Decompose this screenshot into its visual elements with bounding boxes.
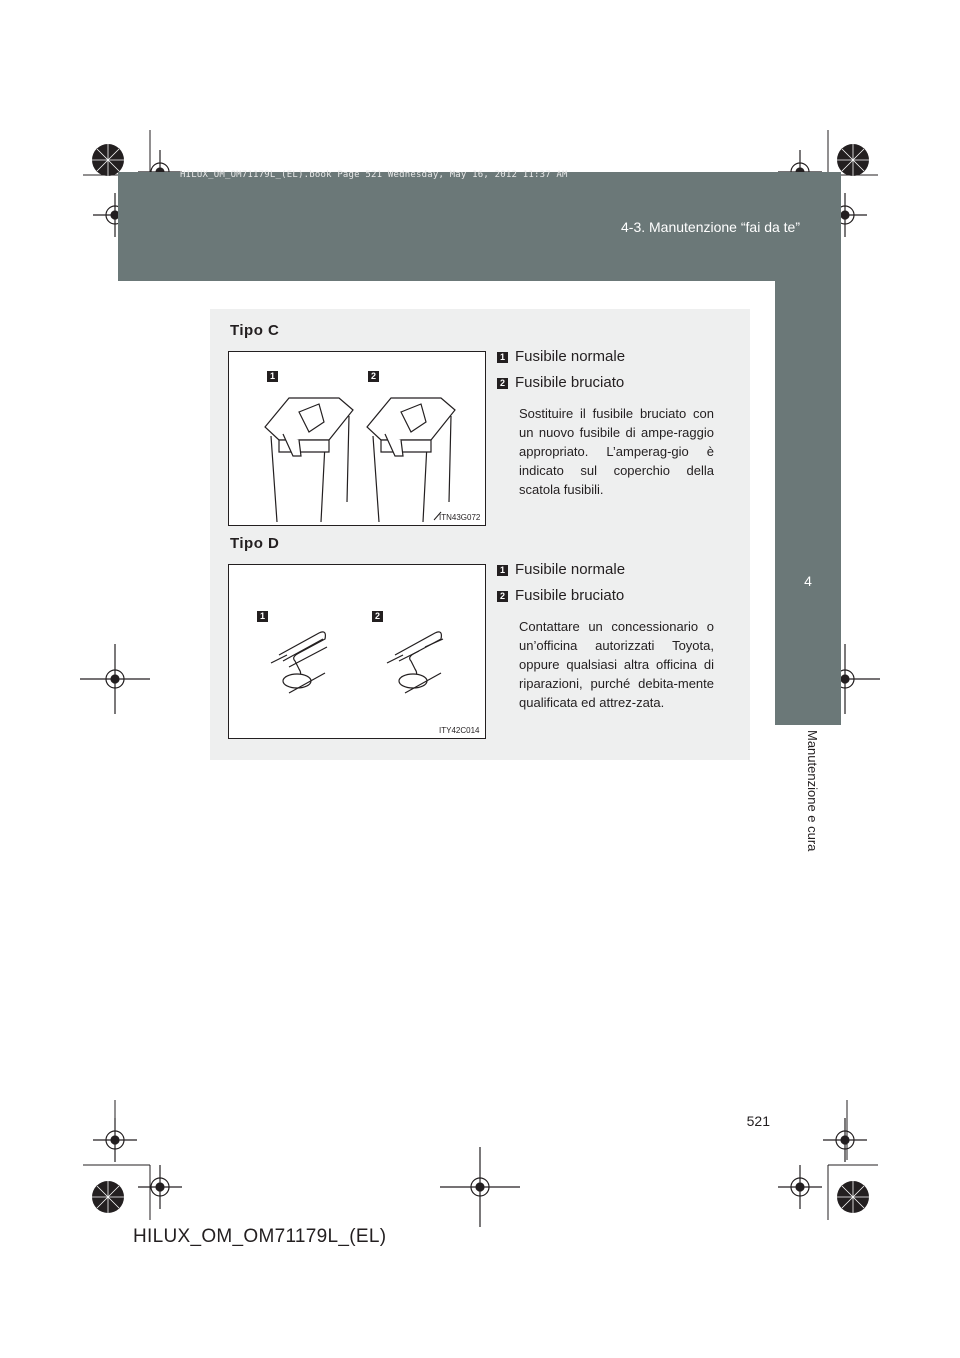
type-c-item-1 [497,347,625,367]
item-label: Fusibile normale [515,561,626,578]
type-c-title: Tipo C [230,322,280,339]
callout-1-icon: 1 [257,611,268,622]
type-c-description: Sostituire il fusibile bruciato con un nuovo fusibile di ampe-raggio appropriato. L’amperag-gio è indicato sul coperchio della scatola fusibili. [519,406,714,497]
callout-2-icon: 2 [372,611,383,622]
page-number: 521 [746,1113,770,1129]
chapter-number: 4 [804,573,812,589]
type-d-title: Tipo D [230,535,280,552]
type-d-item-1 [497,560,625,580]
chapter-label: Manutenzione e cura [805,730,820,852]
item-label: Fusibile normale [515,348,626,365]
type-c-item-2 [497,373,624,393]
number-2-icon: 2 [497,591,508,602]
item-label: Fusibile bruciato [515,587,625,604]
type-d-figure [228,564,486,739]
fuse-wire-illustration [229,565,485,738]
item-label: Fusibile bruciato [515,374,625,391]
document-code: HILUX_OM_OM71179L_(EL) [133,1226,387,1247]
type-c-figure [228,351,486,526]
number-1-icon: 1 [497,565,508,576]
chapter-tab [775,281,841,725]
number-2-icon: 2 [497,378,508,389]
figure-code: ITY42C014 [439,726,480,735]
type-d-item-2 [497,586,624,606]
book-stamp: HILUX_OM_OM71179L_(EL).book Page 521 Wednesday, May 16, 2012 11:37 AM [180,170,568,180]
section-title: 4-3. Manutenzione “fai da te” [621,219,800,235]
callout-1-icon: 1 [267,371,278,382]
callout-2-icon: 2 [368,371,379,382]
figure-code: ITN43G072 [439,513,481,522]
type-d-description: Contattare un concessionario o un’officina autorizzati Toyota, oppure qualsiasi altra officina di riparazioni, purché debita-mente qualificata ed attrez-zata. [519,619,714,710]
number-1-icon: 1 [497,352,508,363]
